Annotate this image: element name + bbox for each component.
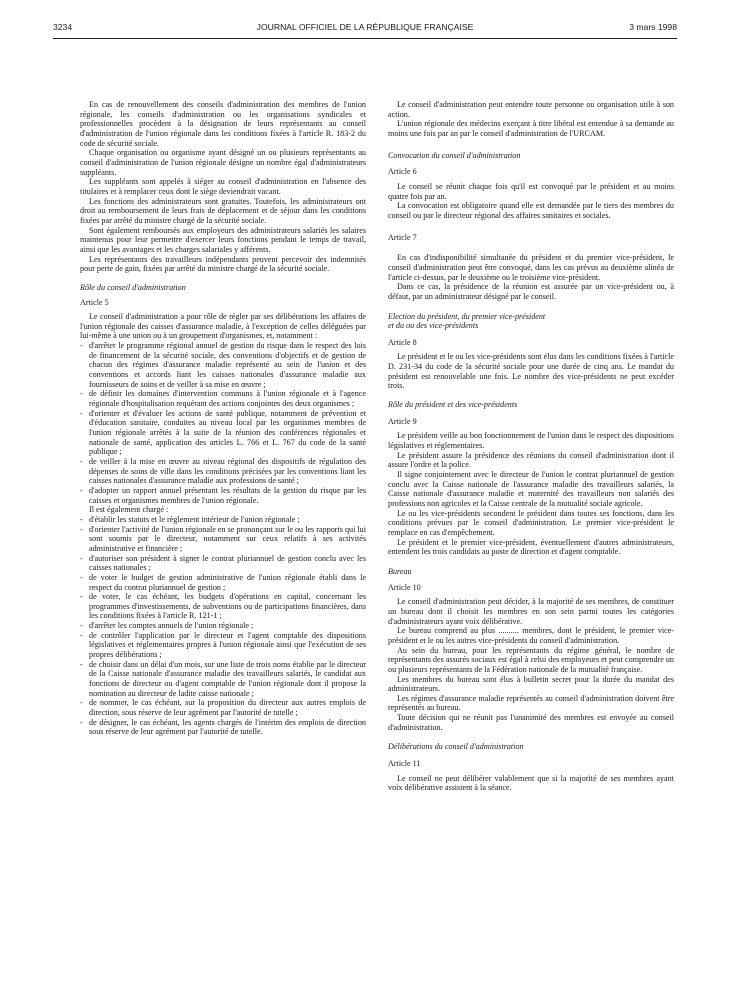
list-item: - d'arrêter les comptes annuels de l'union régionale ; xyxy=(80,621,366,631)
paragraph: Le bureau comprend au plus .......... membres, dont le président, le premier vice-président et le ou les autres vice-présidents du conseil d'administration. xyxy=(388,626,674,645)
paragraph: Il signe conjointement avec le directeur de l'union le contrat pluriannuel de gestion conclu avec la Caisse nationale de l'assurance maladie des travailleurs salariés, la Caisse nationale d'assurance maladie et maternité des travailleurs non salariés des professions non agricoles et la Caisse centrale de la mutualité sociale agricole. xyxy=(388,470,674,508)
section-heading: et du ou des vice-présidents xyxy=(388,321,479,331)
section-heading: Rôle du conseil d'administration xyxy=(80,282,186,292)
section-heading: Rôle du président et des vice-présidents xyxy=(388,400,518,410)
paragraph: Dans ce cas, la présidence de la réunion est assurée par un vice-président ou, à défaut, par un administrateur désigné par le conseil. xyxy=(388,282,674,301)
list-item: - d'arrêter le programme régional annuel de gestion du risque dans le respect des lois de financement de la sécurité sociale, des conventions d'objectifs et de gestion de chacun des régimes d'assurance maladie représenté au sein de l'union et des conventions et accords liant les caisses nationales d'assurance maladie aux fournisseurs de soins et de veiller à sa mise en œuvre ; xyxy=(80,341,366,389)
list-item: - d'orienter et d'évaluer les actions de santé publique, notamment de prévention et d'éducation sanitaire, conduites au niveau local par les organismes membres de l'union régionale arrêtés à la suite de la réunion des conférences régionales et nationale de santé, application des articles L. 766 et L. 767 du code de la santé publique ; xyxy=(80,409,366,457)
list-item: - de contrôler l'application par le directeur et l'agent comptable des dispositions législatives et réglementaires propres à l'union régionale ainsi que l'exécution de ses propres délibérations ; xyxy=(80,631,366,660)
paragraph: Chaque organisation ou organisme ayant désigné un ou plusieurs représentants au conseil d'administration de l'union régionale désigne un nombre égal d'administrateurs suppléants. xyxy=(80,148,366,177)
paragraph: Les représentants des travailleurs indépendants peuvent percevoir des indemnités pour perte de gain, fixées par arrêté du ministre chargé de la sécurité sociale. xyxy=(80,254,366,274)
list-item: - de nommer, le cas échéant, sur la proposition du directeur aux autres emplois de direction, sous réserve de leur agrément par l'autorité de tutelle ; xyxy=(80,698,366,717)
paragraph: La convocation est obligatoire quand elle est demandée par le tiers des membres du conseil ou par le directeur régional des affaires sanitaires et sociales. xyxy=(388,201,674,220)
article-heading: Article 10 xyxy=(388,582,421,592)
paragraph: Le conseil ne peut délibérer valablement que si la majorité de ses membres ayant voix délibérative assistent à la séance. xyxy=(388,773,674,793)
article-heading: Article 7 xyxy=(388,232,417,242)
list-item: - d'établir les statuts et le règlement intérieur de l'union régionale ; xyxy=(80,515,366,525)
right-column xyxy=(388,100,674,793)
issue-date: 3 mars 1998 xyxy=(629,22,677,32)
page-header xyxy=(53,22,677,36)
list-item: - de choisir dans un délai d'un mois, sur une liste de trois noms établie par le directeur de la Caisse nationale d'assurance maladie des travailleurs salariés, le candidat aux fonctions de directeur ou d'agent comptable de l'union régionale dont il propose la nomination au directeur de ladite caisse nationale ; xyxy=(80,660,366,699)
list-item: - de voter le budget de gestion administrative de l'union régionale établi dans le respect du contrat pluriannuel de gestion ; xyxy=(80,573,366,592)
paragraph: L'union régionale des médecins exerçant à titre libéral est entendue à sa demande au moins une fois par an par le conseil d'administration de l'URCAM. xyxy=(388,119,674,138)
paragraph: En cas de renouvellement des conseils d'administration des membres de l'union régionale, les conseils d'administration ou les organisations syndicales et professionnelles procèdent à la désignation de leurs représentants au conseil d'administration de l'union régionale dans les conditions fixées à l'article R. 183-2 du code de sécurité sociale. xyxy=(80,100,366,148)
list-item: - de définir les domaines d'intervention communs à l'union régionale et à l'agence régionale d'hospitalisation requérant des actions conjointes des deux organismes ; xyxy=(80,389,366,408)
paragraph: Le président assure la présidence des réunions du conseil d'administration dont il assure l'ordre et la police. xyxy=(388,450,674,470)
paragraph: Les membres du bureau sont élus à bulletin secret pour la durée du mandat des administrateurs. xyxy=(388,674,674,694)
paragraph: Toute décision qui ne réunit pas l'unanimité des membres est envoyée au conseil d'administration. xyxy=(388,713,674,732)
section-heading: Convocation du conseil d'administration xyxy=(388,150,521,160)
list-item: - d'adopter un rapport annuel présentant les résultats de la gestion du risque par les caisses et organismes membres de l'union régionale. xyxy=(80,486,366,505)
list-item: - de veiller à la mise en œuvre au niveau régional des dispositifs de régulation des dépenses de soins de ville dans les conditions précisées par les conventions liant les caisses nationales d'assurance maladie aux professions de santé ; xyxy=(80,457,366,486)
paragraph: Le président veille au bon fonctionnement de l'union dans le respect des dispositions législatives et réglementaires. xyxy=(388,431,674,451)
paragraph: Les fonctions des administrateurs sont gratuites. Toutefois, les administrateurs ont droit au remboursement de leurs frais de déplacement et de séjour dans les conditions fixées par arrêté du ministre chargé de la sécurité sociale. xyxy=(80,196,366,225)
list-item: - d'autoriser son président à signer le contrat pluriannuel de gestion conclu avec les caisses nationales ; xyxy=(80,554,366,573)
article-heading: Article 9 xyxy=(388,416,417,426)
paragraph: Les régimes d'assurance maladie représentés au conseil d'administration doivent être représentés au bureau. xyxy=(388,693,674,713)
paragraph: Le ou les vice-présidents secondent le président dans toutes ses fonctions, dans les conditions prévues par le conseil d'administration. Le premier vice-président le remplace en cas d'empêchement. xyxy=(388,508,674,537)
article-heading: Article 6 xyxy=(388,167,417,177)
journal-title: JOURNAL OFFICIEL DE LA RÉPUBLIQUE FRANÇAISE xyxy=(256,22,474,32)
paragraph: En cas d'indisponibilité simultanée du président et du premier vice-président, le conseil d'administration peut être convoqué, dans les cas prévus au deuxième alinéa de l'article ci-dessus, par le deuxième ou le troisième vice-président. xyxy=(388,253,674,282)
left-column xyxy=(80,100,366,737)
section-heading: Bureau xyxy=(388,566,412,576)
section-heading: Election du président, du premier vice-président xyxy=(388,311,546,321)
paragraph: Le président et le premier vice-président, éventuellement d'autres administrateurs, entendent les trois candidats au poste de direction et d'agent comptable. xyxy=(388,537,674,557)
header-rule xyxy=(53,38,677,39)
paragraph: Le conseil d'administration peut décider, à la majorité de ses membres, de constituer un bureau dont il choisit les membres en son sein parmi toutes les catégories d'administrateurs ayant voix délibérative. xyxy=(388,597,674,626)
paragraph: Le conseil d'administration a pour rôle de régler par ses délibérations les affaires de l'union régionale des caisses d'assurance maladie, à l'exception de celles déléguées par lui-même à une union ou à un groupement d'organismes, et, notamment : xyxy=(80,312,366,341)
list-item: - de désigner, le cas échéant, les agents chargés de l'intérim des emplois de direction sous réserve de leur agrément par l'autorité de tutelle. xyxy=(80,718,366,737)
page-number: 3234 xyxy=(53,22,73,32)
article-heading: Article 11 xyxy=(388,759,421,769)
section-heading: Délibérations du conseil d'administration xyxy=(388,742,524,752)
paragraph: Les suppléants sont appelés à siéger au conseil d'administration en l'absence des titulaires et à remplacer ceux dont le siège deviendrait vacant. xyxy=(80,177,366,196)
paragraph: Sont également remboursés aux employeurs des administrateurs salariés les salaires maintenus pour leur permettre d'exercer leurs fonctions pendant le temps de travail, ainsi que les avantages et les charges salariales y afférents. xyxy=(80,225,366,254)
paragraph: Le conseil se réunit chaque fois qu'il est convoqué par le président et au moins quatre fois par an. xyxy=(388,181,674,201)
article-heading: Article 8 xyxy=(388,337,417,347)
list-item: - de voter, le cas échéant, les budgets d'opérations en capital, concernant les programmes d'investissements, de subventions ou de participations financières, dans les conditions fixées à l'article R. 121-1 ; xyxy=(80,592,366,621)
paragraph: Le président et le ou les vice-présidents sont élus dans les conditions fixées à l'article D. 231-34 du code de la sécurité sociale pour une durée de cinq ans. Le mandat du président est renouvelable une fois. Le nombre des vice-présidents ne peut excéder trois. xyxy=(388,352,674,391)
paragraph: Il est également chargé : xyxy=(89,505,169,515)
paragraph: Au sein du bureau, pour les représentants du régime général, le nombre de représentants des assurés sociaux est égal à celui des employeurs et peut comprendre un ou plusieurs représentants de la Fédération nationale de la mutualité française. xyxy=(388,645,674,674)
article-heading: Article 5 xyxy=(80,298,109,308)
paragraph: Le conseil d'administration peut entendre toute personne ou organisation utile à son action. xyxy=(388,100,674,119)
list-item: - d'orienter l'activité de l'union régionale en se prononçant sur le ou les rapports qui lui sont soumis par le directeur, notamment sur ceux relatifs à ses activités administrative et financière ; xyxy=(80,525,366,554)
